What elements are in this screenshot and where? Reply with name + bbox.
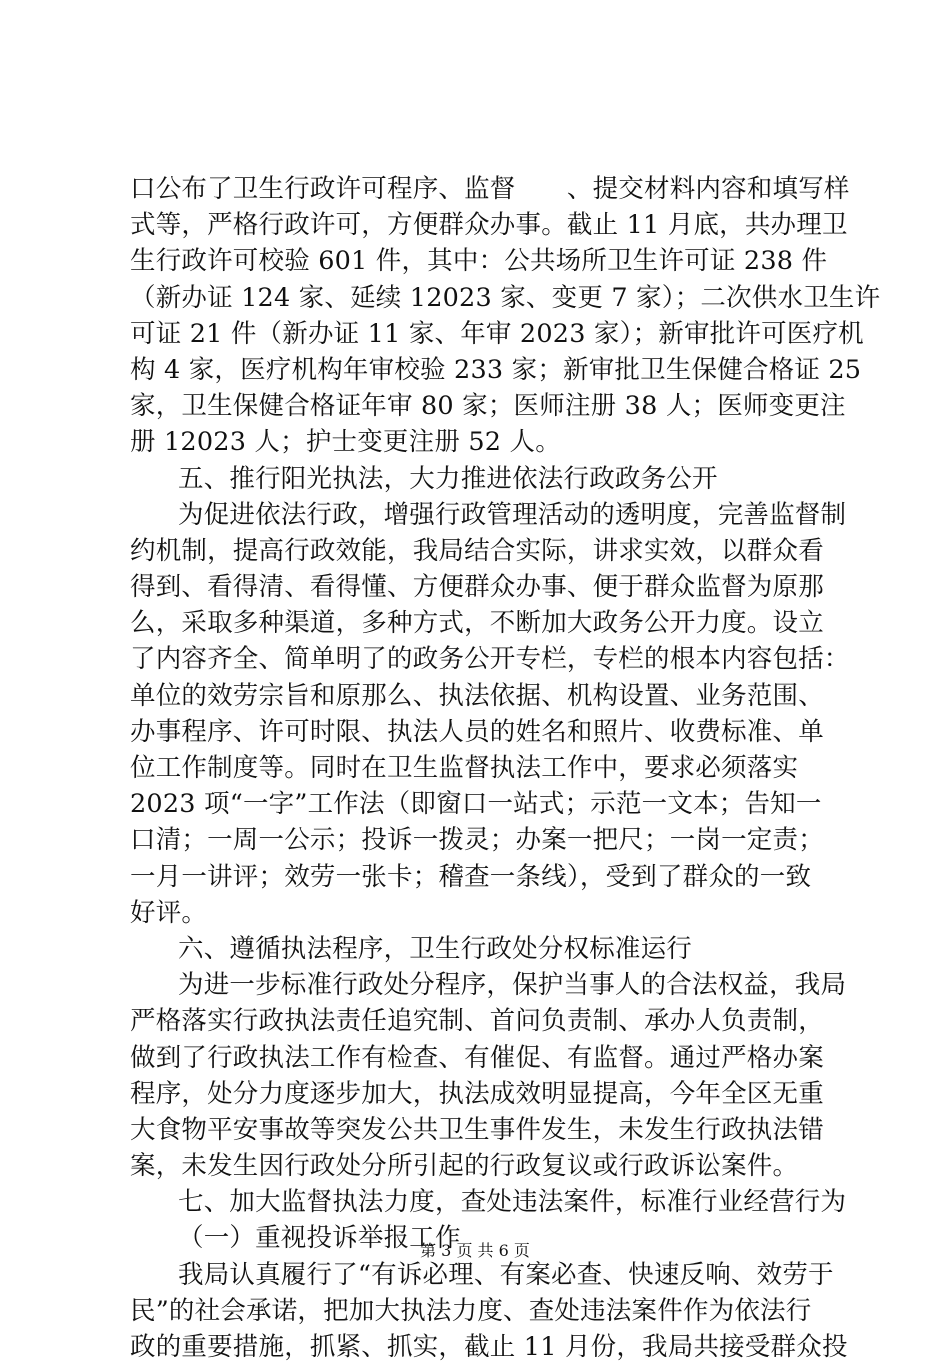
paragraph-start: 为进一步标准行政处分程序，保护当事人的合法权益，我局: [178, 970, 847, 1001]
body-line: 了内容齐全、简单明了的政务公开专栏，专栏的根本内容包括：: [130, 644, 850, 675]
page-number-footer: 第 3 页 共 6 页: [420, 1241, 530, 1260]
body-line: 口清；一周一公示；投诉一拨灵；办案一把尺；一岗一定责；: [130, 825, 824, 856]
body-line: 办事程序、许可时限、执法人员的姓名和照片、收费标准、单: [130, 716, 824, 747]
body-line: 式等，严格行政许可，方便群众办事。截止 11 月底，共办理卫: [130, 210, 848, 241]
body-line: 生行政许可校验 601 件，其中：公共场所卫生许可证 238 件: [130, 246, 828, 277]
body-line: 大食物平安事故等突发公共卫生事件发生，未发生行政执法错: [130, 1114, 824, 1145]
body-line: 位工作制度等。同时在卫生监督执法工作中，要求必须落实: [130, 753, 799, 783]
section-heading-5: 五、推行阳光执法，大力推进依法行政政务公开: [178, 463, 718, 494]
document-body: [130, 171, 881, 1365]
body-line: 么，采取多种渠道，多种方式，不断加大政务公开力度。设立: [130, 608, 824, 639]
body-line: 程序，处分力度逐步加大，执法成效明显提高，今年全区无重: [130, 1078, 824, 1109]
body-line: 家，卫生保健合格证年审 80 家；医师注册 38 人；医师变更注: [130, 391, 846, 422]
section-heading-6: 六、遵循执法程序，卫生行政处分权标准运行: [178, 933, 693, 964]
body-line: 2023 项“一字”工作法（即窗口一站式；示范一文本；告知一: [130, 789, 822, 820]
body-line: 好评。: [130, 897, 208, 928]
body-line: 单位的效劳宗旨和原那么、执法依据、机构设置、业务范围、: [130, 680, 824, 711]
body-line: 民”的社会承诺，把加大执法力度、查处违法案件作为依法行: [130, 1295, 812, 1326]
body-line: 严格落实行政执法责任追究制、首问负责制、承办人负责制，: [130, 1006, 824, 1037]
section-heading-7: 七、加大监督执法力度，查处违法案件，标准行业经营行为: [178, 1187, 847, 1218]
body-line: 可证 21 件（新办证 11 家、年审 2023 家）；新审批许可医疗机: [130, 318, 864, 349]
body-line: （新办证 124 家、延续 12023 家、变更 7 家）；二次供水卫生许: [130, 282, 881, 313]
paragraph-start: 我局认真履行了“有诉必理、有案必查、快速反响、效劳于: [178, 1259, 834, 1290]
subsection-heading-1: （一）重视投诉举报工作: [178, 1223, 461, 1254]
body-line: 一月一讲评；效劳一张卡；稽查一条线），受到了群众的一致: [130, 861, 812, 892]
body-line: 构 4 家，医疗机构年审校验 233 家；新审批卫生保健合格证 25: [130, 354, 862, 385]
body-line: 口公布了卫生行政许可程序、监督 、提交材料内容和填写样: [130, 174, 850, 204]
body-line: 册 12023 人；护士变更注册 52 人。: [130, 427, 561, 458]
body-line: 政的重要措施，抓紧、抓实，截止 11 月份，我局共接受群众投: [130, 1332, 848, 1362]
body-line: 约机制，提高行政效能，我局结合实际，讲求实效，以群众看: [130, 535, 824, 566]
body-line: 做到了行政执法工作有检查、有催促、有监督。通过严格办案: [130, 1042, 824, 1073]
body-line: 得到、看得清、看得懂、方便群众办事、便于群众监督为原那: [130, 572, 824, 603]
body-line: 案，未发生因行政处分所引起的行政复议或行政诉讼案件。: [130, 1151, 799, 1182]
paragraph-start: 为促进依法行政，增强行政管理活动的透明度，完善监督制: [178, 499, 847, 530]
